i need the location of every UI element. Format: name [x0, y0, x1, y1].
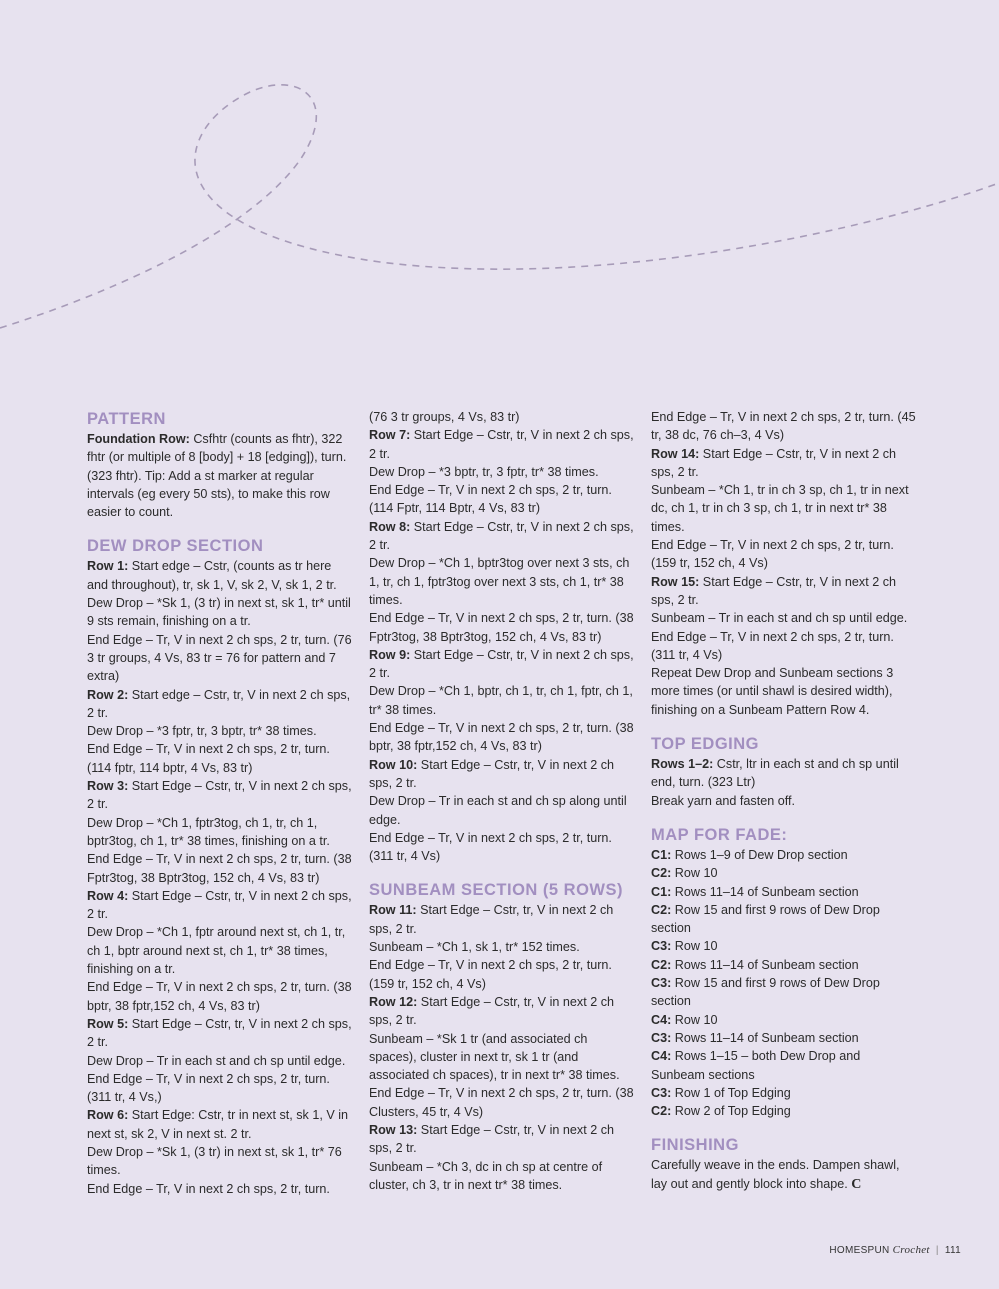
pattern-line: [651, 864, 916, 882]
section-heading: DEW DROP SECTION: [87, 537, 264, 556]
row-text: Repeat Dew Drop and Sunbeam sections 3 more times (or until shawl is desired width), finishing on a Sunbeam Pattern Row 4.: [651, 666, 894, 717]
pattern-line: [87, 1015, 355, 1052]
pattern-line: [651, 1156, 916, 1194]
row-label: C2:: [651, 957, 672, 972]
row-text: Dew Drop – *Ch 1, bptr, ch 1, tr, ch 1, fptr, ch 1, tr* 38 times.: [369, 684, 633, 717]
row-label: Row 4:: [87, 888, 129, 903]
section-heading: FINISHING: [651, 1136, 739, 1155]
pattern-line: [87, 631, 355, 686]
row-text: Dew Drop – Tr in each st and ch sp until edge.: [87, 1053, 346, 1068]
pattern-line: [369, 518, 634, 555]
pattern-line: [651, 937, 916, 955]
row-label: Row 5:: [87, 1016, 129, 1031]
row-label: C2:: [651, 1104, 672, 1119]
pattern-line: [369, 408, 634, 426]
pattern-line: [651, 445, 916, 482]
row-label: C1:: [651, 884, 672, 899]
row-label: Row 14:: [651, 446, 700, 461]
pattern-line: [651, 846, 916, 864]
row-text: End Edge – Tr, V in next 2 ch sps, 2 tr, turn. (38 bptr, 38 fptr,152 ch, 4 Vs, 83 tr): [87, 980, 352, 1013]
page-footer: [829, 1244, 961, 1256]
row-label: Row 10:: [369, 757, 418, 772]
row-label: C3:: [651, 1085, 672, 1100]
row-text: Dew Drop – *Ch 1, fptr3tog, ch 1, tr, ch 1, bptr3tog, ch 1, tr* 38 times, finishing on a tr.: [87, 815, 330, 848]
footer-brand: HOMESPUN: [829, 1245, 890, 1256]
row-text: Start Edge – Cstr, tr, V in next 2 ch sps, 2 tr.: [651, 446, 896, 479]
row-text: Start Edge – Cstr, tr, V in next 2 ch sps, 2 tr.: [87, 1016, 352, 1050]
row-text: Row 10: [671, 866, 718, 881]
row-label: Row 9:: [369, 647, 411, 662]
row-text: Dew Drop – *Sk 1, (3 tr) in next st, sk 1, tr* 76 times.: [87, 1144, 342, 1178]
pattern-line: [87, 978, 355, 1015]
row-label: Row 15:: [651, 574, 700, 589]
pattern-line: [87, 722, 355, 740]
pattern-line: [651, 883, 916, 901]
row-text: Start edge – Cstr, (counts as tr here and throughout), tr, sk 1, V, sk 2, V, sk 1, 2 tr.: [87, 559, 337, 592]
row-text: Dew Drop – Tr in each st and ch sp along until edge.: [369, 794, 627, 827]
row-text: Sunbeam – Tr in each st and ch sp until edge.: [651, 611, 908, 626]
row-text: Dew Drop – *Ch 1, bptr3tog over next 3 sts, ch 1, tr, ch 1, fptr3tog over next 3 sts, ch 1, tr* 38 times.: [369, 556, 630, 607]
row-text: Csfhtr (counts as fhtr), 322 fhtr (or multiple of 8 [body] + 18 [edging]), turn. (323 fhtr). Tip: Add a st marker at regular intervals (eg every 50 sts), to make this row easier to count.: [87, 432, 347, 520]
row-text: Row 15 and first 9 rows of Dew Drop section: [651, 976, 880, 1009]
row-text: Row 1 of Top Edging: [671, 1085, 791, 1100]
row-text: Row 10: [671, 1012, 718, 1027]
pattern-line: [651, 1029, 916, 1047]
row-text: End Edge – Tr, V in next 2 ch sps, 2 tr, turn. (311 tr, 4 Vs,): [87, 1071, 330, 1105]
row-text: Row 10: [671, 939, 718, 954]
row-text: Start Edge – Cstr, tr, V in next 2 ch sps, 2 tr.: [369, 757, 614, 790]
row-text: Dew Drop – *Sk 1, (3 tr) in next st, sk 1, tr* until 9 sts remain, finishing on a tr.: [87, 596, 351, 629]
pattern-line: [369, 682, 634, 719]
row-text: Cstr, ltr in each st and ch sp until end, turn. (323 Ltr): [651, 757, 899, 790]
row-text: End Edge – Tr, V in next 2 ch sps, 2 tr, turn. (38 Fptr3tog, 38 Bptr3tog, 152 ch, 4 Vs, 83 tr): [87, 852, 352, 885]
row-label: C2:: [651, 866, 672, 881]
row-label: Row 7:: [369, 428, 411, 443]
row-label: Row 6:: [87, 1108, 129, 1123]
row-label: Row 12:: [369, 994, 418, 1009]
row-text: Sunbeam – *Ch 3, dc in ch sp at centre of cluster, ch 3, tr in next tr* 38 times.: [369, 1159, 603, 1192]
pattern-line: [369, 426, 634, 463]
pattern-line: [369, 901, 634, 938]
pattern-line: [369, 829, 634, 866]
row-text: Start Edge – Cstr, tr, V in next 2 ch sps, 2 tr.: [369, 428, 634, 461]
pattern-line: [651, 408, 916, 445]
row-text: End Edge – Tr, V in next 2 ch sps, 2 tr, turn. (38 Fptr3tog, 38 Bptr3tog, 152 ch, 4 Vs, 83 tr): [369, 611, 634, 644]
row-text: End Edge – Tr, V in next 2 ch sps, 2 tr, turn. (159 tr, 152 ch, 4 Vs): [369, 958, 612, 991]
pattern-line: [87, 1052, 355, 1070]
footer-brand-sub: Crochet: [892, 1244, 930, 1256]
pattern-line: [87, 1070, 355, 1107]
pattern-line: [369, 792, 634, 829]
pattern-line: [87, 557, 355, 594]
row-text: Sunbeam – *Ch 1, sk 1, tr* 152 times.: [369, 940, 580, 955]
pattern-line: [369, 938, 634, 956]
pattern-line: [87, 1143, 355, 1180]
pattern-line: [651, 956, 916, 974]
pattern-line: [369, 554, 634, 609]
pattern-line: [369, 993, 634, 1030]
pattern-line: [87, 814, 355, 851]
section-heading: MAP FOR FADE:: [651, 825, 788, 844]
row-label: C4:: [651, 1049, 672, 1064]
pattern-line: [369, 1121, 634, 1158]
row-text: Rows 1–9 of Dew Drop section: [671, 847, 848, 862]
pattern-line: [651, 755, 916, 792]
footer-separator: |: [935, 1245, 939, 1256]
pattern-line: [87, 850, 355, 887]
row-label: Rows 1–2:: [651, 757, 714, 772]
row-text: Start Edge – Cstr, tr, V in next 2 ch sps, 2 tr.: [87, 888, 352, 922]
row-label: C1:: [651, 847, 672, 862]
pattern-line: [87, 923, 355, 978]
pattern-line: [651, 901, 916, 938]
row-label: C3:: [651, 939, 672, 954]
row-label: C4:: [651, 1012, 672, 1027]
pattern-line: [651, 1011, 916, 1029]
row-text: End Edge – Tr, V in next 2 ch sps, 2 tr, turn. (311 tr, 4 Vs): [369, 830, 612, 864]
row-text: Start Edge – Cstr, tr, V in next 2 ch sps, 2 tr.: [369, 647, 634, 681]
pattern-line: [369, 1030, 634, 1085]
row-text: Carefully weave in the ends. Dampen shawl, lay out and gently block into shape.: [651, 1158, 900, 1191]
row-text: End Edge – Tr, V in next 2 ch sps, 2 tr, turn. (311 tr, 4 Vs): [651, 629, 894, 662]
row-text: Sunbeam – *Sk 1 tr (and associated ch spaces), cluster in next tr, sk 1 tr (and associated ch spaces), tr in next tr* 38 times.: [369, 1031, 620, 1083]
column-1: [87, 408, 355, 1198]
row-text: Dew Drop – *3 fptr, tr, 3 bptr, tr* 38 times.: [87, 724, 317, 739]
row-label: Row 8:: [369, 519, 411, 534]
pattern-line: [87, 777, 355, 814]
row-text: Rows 11–14 of Sunbeam section: [671, 1030, 859, 1045]
row-text: Rows 1–15 – both Dew Drop and Sunbeam sections: [651, 1049, 861, 1082]
row-text: End Edge – Tr, V in next 2 ch sps, 2 tr, turn. (38 Clusters, 45 tr, 4 Vs): [369, 1086, 634, 1119]
pattern-line: [651, 481, 916, 536]
row-label: Row 2:: [87, 687, 129, 702]
pattern-line: [369, 609, 634, 646]
pattern-line: [651, 792, 916, 810]
row-label: Row 3:: [87, 779, 129, 794]
row-label: Foundation Row:: [87, 432, 190, 446]
pattern-line: [87, 887, 355, 924]
section-heading: PATTERN: [87, 410, 166, 428]
row-text: Sunbeam – *Ch 1, tr in ch 3 sp, ch 1, tr in next dc, ch 1, tr in ch 3 sp, ch 1, tr in next tr* 38 times.: [651, 483, 909, 534]
pattern-line: [651, 1084, 916, 1102]
section-heading: SUNBEAM SECTION (5 ROWS): [369, 881, 624, 900]
row-text: Break yarn and fasten off.: [651, 793, 795, 808]
row-text: End Edge – Tr, V in next 2 ch sps, 2 tr, turn. (38 bptr, 38 fptr,152 ch, 4 Vs, 83 tr): [369, 721, 634, 754]
pattern-line: [369, 463, 634, 481]
end-mark: C: [851, 1176, 862, 1192]
pattern-line: [651, 974, 916, 1011]
row-text: Start edge – Cstr, tr, V in next 2 ch sps, 2 tr.: [87, 687, 351, 720]
row-text: Start Edge – Cstr, tr, V in next 2 ch sps, 2 tr.: [369, 903, 614, 936]
pattern-line: [369, 719, 634, 756]
pattern-line: [87, 1180, 355, 1198]
row-text: Start Edge – Cstr, tr, V in next 2 ch sps, 2 tr.: [87, 779, 352, 812]
row-text: End Edge – Tr, V in next 2 ch sps, 2 tr, turn. (114 fptr, 114 bptr, 4 Vs, 83 tr): [87, 742, 330, 775]
section-heading: TOP EDGING: [651, 735, 759, 754]
row-text: Start Edge: Cstr, tr in next st, sk 1, V in next st, sk 2, V in next st. 2 tr.: [87, 1108, 349, 1141]
row-text: Row 15 and first 9 rows of Dew Drop section: [651, 902, 880, 936]
row-text: Row 2 of Top Edging: [671, 1104, 791, 1119]
pattern-line: [87, 740, 355, 777]
pattern-line: [87, 430, 355, 521]
row-label: C2:: [651, 902, 672, 917]
pattern-line: [651, 1047, 916, 1084]
row-text: End Edge – Tr, V in next 2 ch sps, 2 tr, turn. (45 tr, 38 dc, 76 ch–3, 4 Vs): [651, 410, 916, 443]
row-text: End Edge – Tr, V in next 2 ch sps, 2 tr, turn. (159 tr, 152 ch, 4 Vs): [651, 538, 894, 571]
row-text: End Edge – Tr, V in next 2 ch sps, 2 tr, turn. (114 Fptr, 114 Bptr, 4 Vs, 83 tr): [369, 483, 612, 516]
pattern-line: [369, 1084, 634, 1121]
column-3: [651, 408, 916, 1194]
pattern-line: [369, 481, 634, 518]
row-text: Start Edge – Cstr, tr, V in next 2 ch sps, 2 tr.: [369, 994, 614, 1028]
pattern-line: [87, 594, 355, 631]
row-text: Rows 11–14 of Sunbeam section: [671, 884, 859, 899]
pattern-line: [651, 628, 916, 665]
row-text: Dew Drop – *Ch 1, fptr around next st, ch 1, tr, ch 1, bptr around next st, ch 1, tr* 38 times, finishing on a tr.: [87, 925, 346, 977]
page-number: 111: [944, 1245, 961, 1256]
row-text: Start Edge – Cstr, tr, V in next 2 ch sps, 2 tr.: [369, 519, 634, 553]
row-label: C3:: [651, 1030, 672, 1045]
row-text: Start Edge – Cstr, tr, V in next 2 ch sps, 2 tr.: [369, 1122, 614, 1156]
row-label: Row 13:: [369, 1122, 418, 1137]
row-text: Dew Drop – *3 bptr, tr, 3 fptr, tr* 38 times.: [369, 464, 599, 479]
pattern-line: [369, 1158, 634, 1195]
pattern-line: [369, 756, 634, 793]
row-label: C3:: [651, 976, 672, 991]
pattern-line: [651, 1102, 916, 1120]
pattern-line: [651, 664, 916, 719]
pattern-line: [651, 609, 916, 627]
row-label: Row 11:: [369, 903, 417, 918]
pattern-line: [651, 536, 916, 573]
dashed-swirl-decoration: [0, 0, 999, 400]
pattern-line: [87, 686, 355, 723]
pattern-line: [369, 646, 634, 683]
row-label: Row 1:: [87, 559, 129, 574]
row-text: End Edge – Tr, V in next 2 ch sps, 2 tr, turn. (76 3 tr groups, 4 Vs, 83 tr = 76 for pattern and 7 extra): [87, 632, 352, 684]
row-text: End Edge – Tr, V in next 2 ch sps, 2 tr, turn.: [87, 1181, 330, 1196]
column-2: [369, 408, 634, 1194]
row-text: Start Edge – Cstr, tr, V in next 2 ch sps, 2 tr.: [651, 574, 896, 607]
pattern-line: [651, 573, 916, 610]
pattern-line: [369, 956, 634, 993]
pattern-line: [87, 1106, 355, 1143]
row-text: Rows 11–14 of Sunbeam section: [671, 957, 859, 972]
row-text: (76 3 tr groups, 4 Vs, 83 tr): [369, 410, 520, 424]
